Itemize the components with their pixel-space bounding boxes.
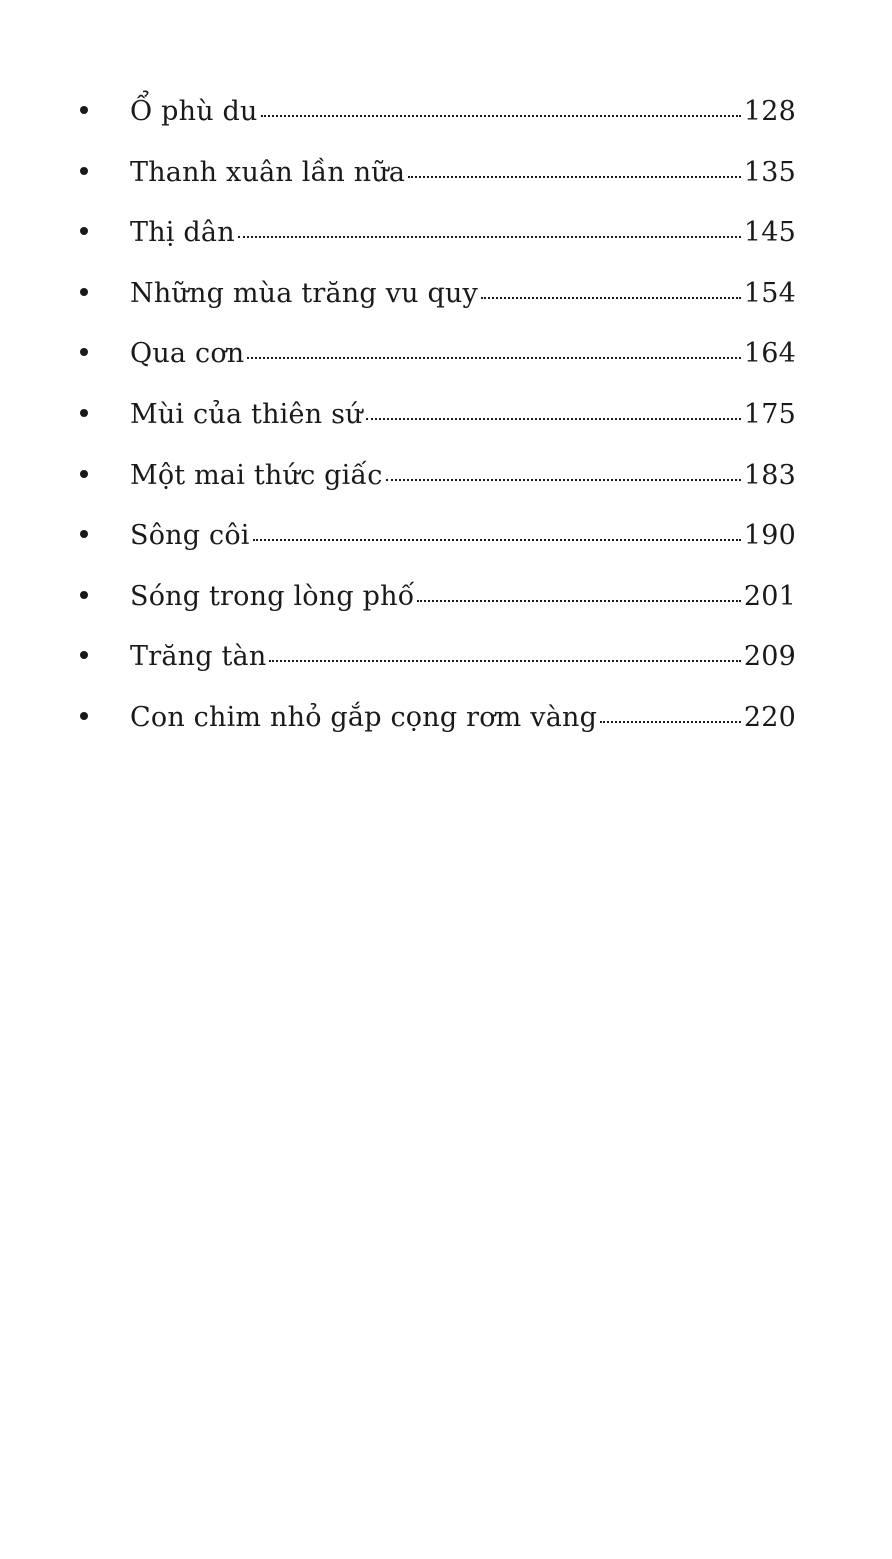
table-of-contents	[80, 92, 796, 759]
bullet-icon	[80, 167, 88, 175]
toc-entry-page-number: 175	[743, 398, 796, 430]
toc-entry-page-number: 154	[743, 277, 796, 309]
toc-entry[interactable]	[80, 334, 796, 395]
toc-entry[interactable]	[80, 92, 796, 153]
toc-entry-title: Ổ phù du	[130, 96, 258, 127]
bullet-icon	[80, 530, 88, 538]
toc-entry-title: Mùi của thiên sứ	[130, 398, 363, 430]
dot-leader	[253, 539, 741, 541]
toc-entry-title: Thị dân	[130, 217, 235, 249]
bullet-icon	[80, 651, 88, 659]
toc-entry[interactable]	[80, 577, 796, 638]
toc-entry[interactable]	[80, 274, 796, 335]
toc-entry-page-number: 128	[743, 96, 796, 127]
bullet-icon	[80, 712, 88, 720]
toc-entry-title: Con chim nhỏ gắp cọng rơm vàng	[130, 701, 598, 733]
dot-leader	[417, 600, 740, 602]
dot-leader	[600, 721, 741, 723]
dot-leader	[247, 357, 740, 359]
toc-entry-title: Sông côi	[130, 520, 250, 552]
toc-entry-title: Trăng tàn	[130, 641, 267, 673]
toc-entry-title: Qua cơn	[130, 338, 245, 370]
bullet-icon	[80, 106, 88, 114]
bullet-icon	[80, 227, 88, 235]
dot-leader	[238, 236, 741, 238]
toc-entry-page-number: 190	[743, 520, 796, 552]
bullet-icon	[80, 409, 88, 417]
dot-leader	[386, 479, 741, 481]
toc-entry-page-number: 220	[743, 701, 796, 733]
bullet-icon	[80, 591, 88, 599]
toc-entry[interactable]	[80, 395, 796, 456]
toc-entry[interactable]	[80, 698, 796, 759]
toc-entry-page-number: 164	[743, 338, 796, 370]
bullet-icon	[80, 348, 88, 356]
toc-entry-page-number: 209	[743, 641, 796, 673]
dot-leader	[269, 660, 740, 662]
toc-entry-page-number: 135	[743, 156, 796, 188]
toc-entry[interactable]	[80, 637, 796, 698]
toc-entry[interactable]	[80, 516, 796, 577]
dot-leader	[366, 418, 741, 420]
toc-entry-title: Một mai thức giấc	[130, 459, 383, 491]
toc-entry[interactable]	[80, 456, 796, 517]
toc-entry-title: Những mùa trăng vu quy	[130, 277, 478, 309]
toc-entry-page-number: 145	[743, 217, 796, 249]
toc-entry[interactable]	[80, 213, 796, 274]
toc-entry[interactable]	[80, 153, 796, 214]
toc-entry-title: Sóng trong lòng phố	[130, 580, 415, 612]
dot-leader	[408, 176, 741, 178]
toc-entry-page-number: 183	[743, 459, 796, 491]
dot-leader	[261, 115, 741, 117]
toc-entry-title: Thanh xuân lần nữa	[130, 156, 406, 188]
toc-entry-page-number: 201	[743, 580, 796, 612]
bullet-icon	[80, 288, 88, 296]
bullet-icon	[80, 470, 88, 478]
dot-leader	[481, 297, 741, 299]
